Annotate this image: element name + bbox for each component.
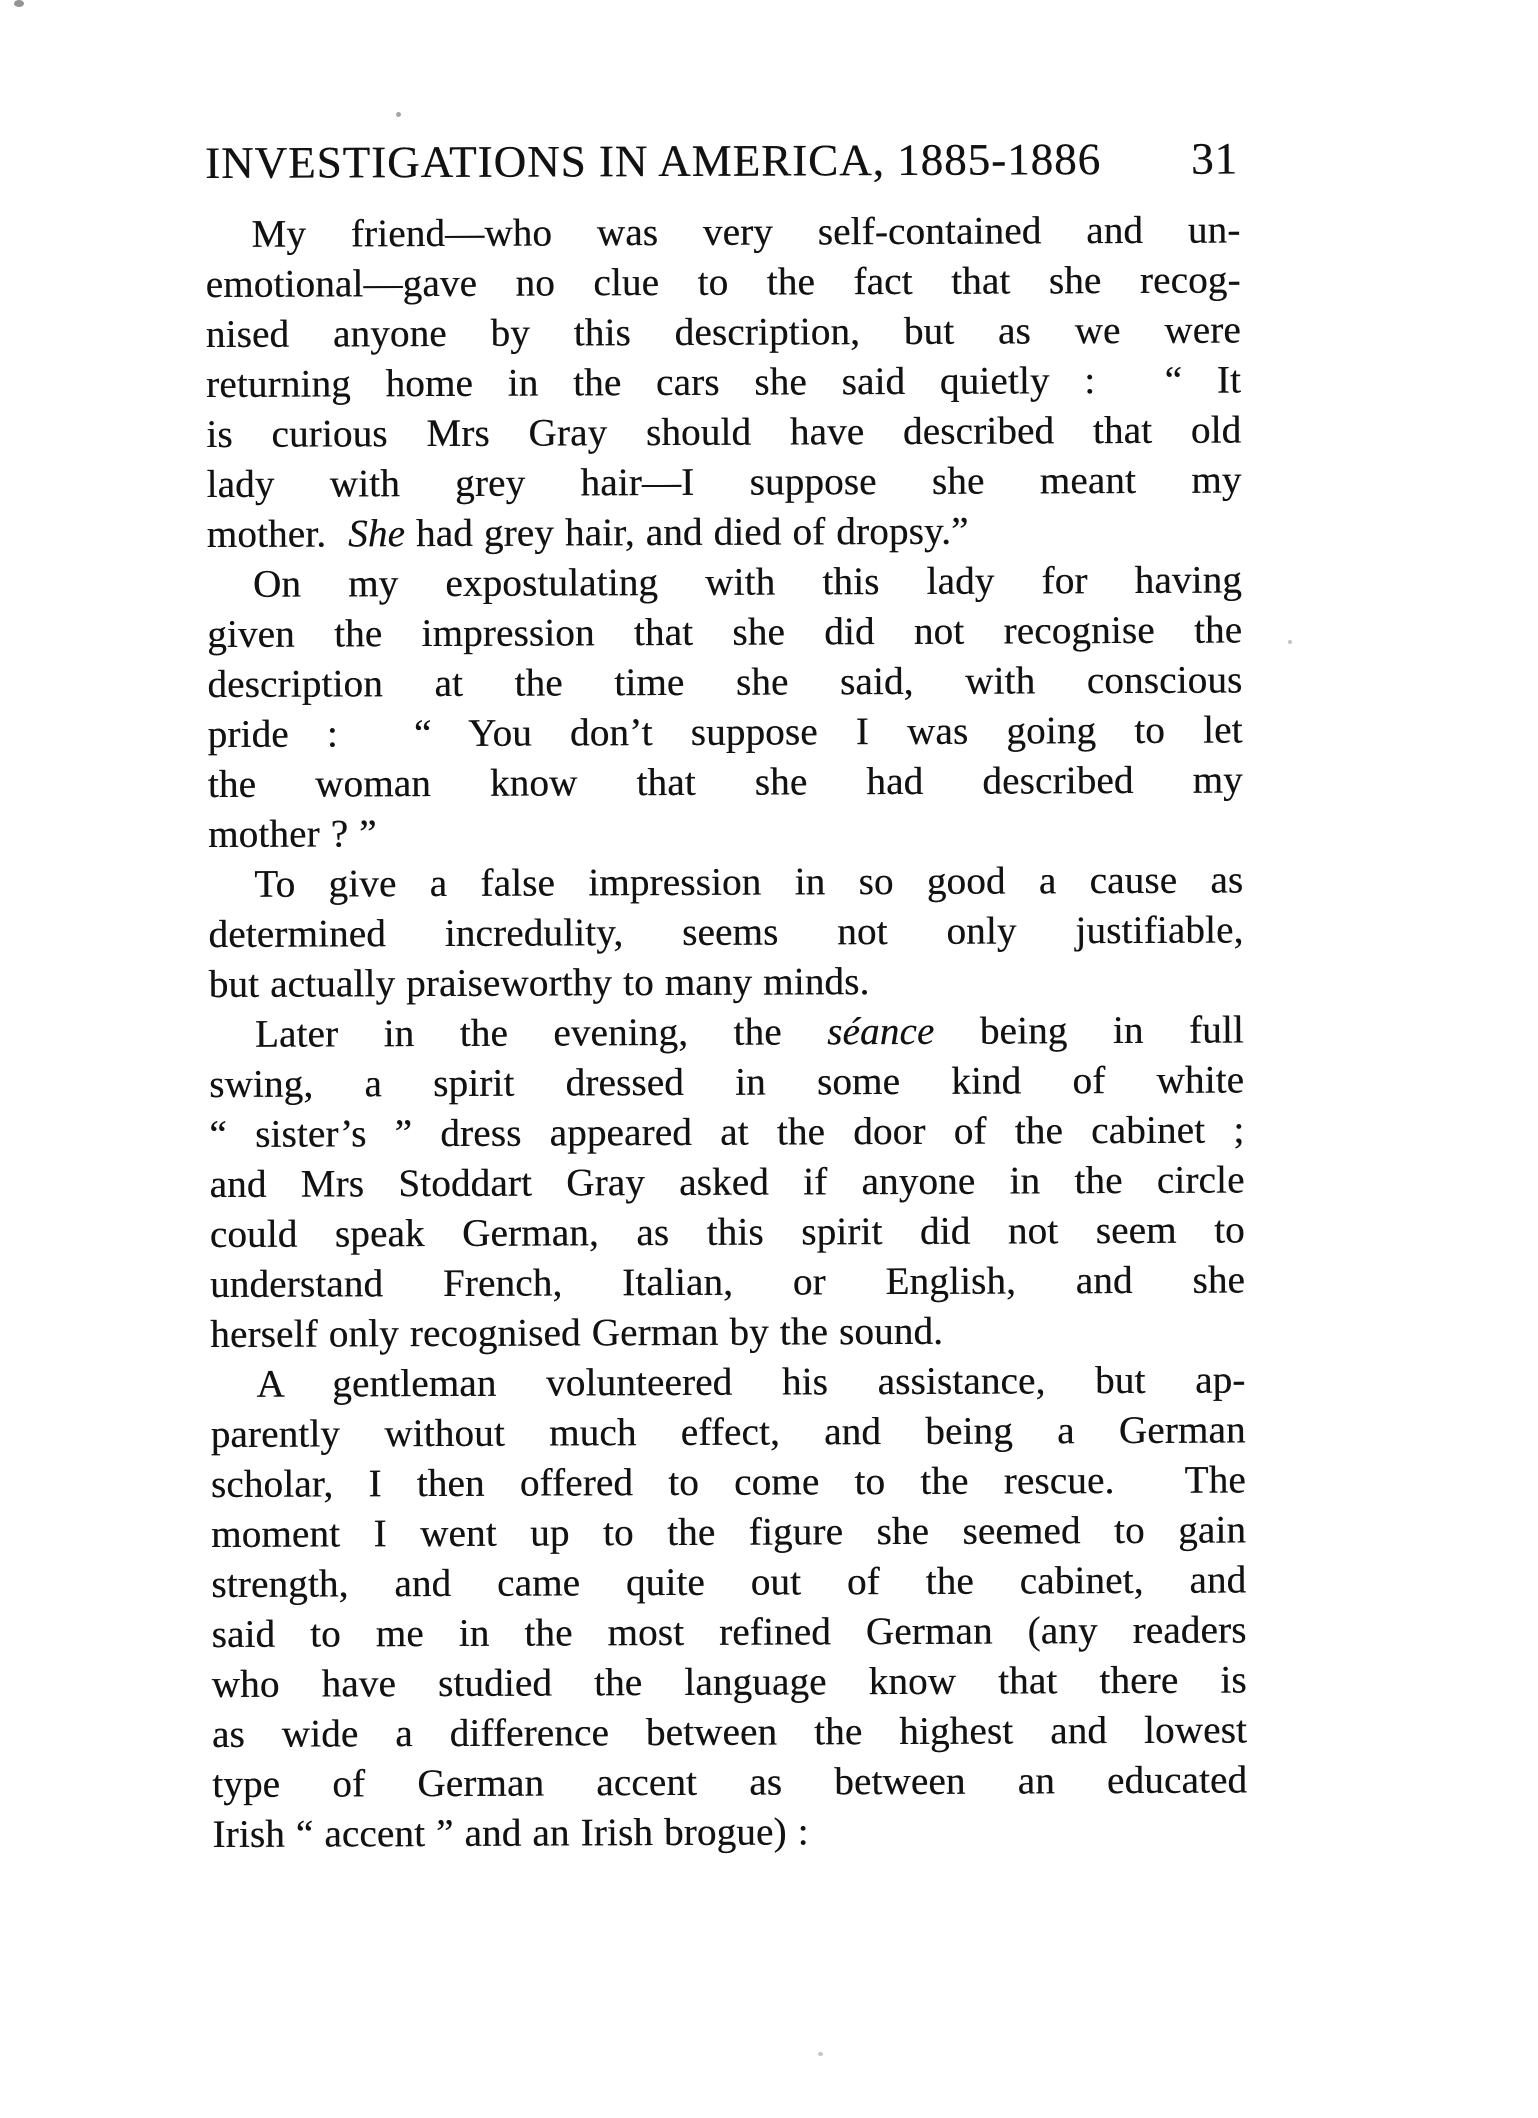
text-line: as wide a difference between the highest and lowest xyxy=(211,1708,1248,1756)
paragraph-5 xyxy=(210,1355,1247,1860)
text-line: swing, a spirit dressed in some kind of white xyxy=(209,1058,1245,1106)
text-line: A gentleman volunteered his assistance, but ap- xyxy=(256,1358,1246,1406)
page-body xyxy=(205,205,1247,1860)
scan-speck xyxy=(818,2052,823,2056)
text-column xyxy=(205,131,1248,1859)
text-line: pride : “ You don’t suppose I was going to let xyxy=(207,708,1243,756)
scan-speck xyxy=(1288,640,1292,644)
text-line: To give a false impression in so good a cause as xyxy=(254,858,1244,906)
scan-speck xyxy=(14,0,24,7)
text-segment: being in full xyxy=(934,1008,1244,1053)
text-line: could speak German, as this spirit did not seem to xyxy=(209,1208,1245,1256)
text-line: said to me in the most refined German (any readers xyxy=(211,1608,1247,1656)
text-line: “ sister’s ” dress appeared at the door of the cabinet ; xyxy=(209,1108,1245,1156)
text-line xyxy=(209,1005,1244,1060)
page-header xyxy=(205,131,1240,190)
text-line: but actually praiseworthy to many minds. xyxy=(208,960,870,1006)
text-line: who have studied the language know that there is xyxy=(211,1658,1247,1706)
text-line: given the impression that she did not recognise the xyxy=(207,608,1243,656)
paragraph-1 xyxy=(205,205,1242,560)
text-line: On my expostulating with this lady for having xyxy=(252,558,1243,606)
text-line: herself only recognised German by the sound. xyxy=(210,1309,944,1356)
paragraph-3 xyxy=(208,855,1244,1010)
text-segment: had grey hair, and died of dropsy.” xyxy=(404,509,969,556)
text-segment: mother. xyxy=(206,512,349,556)
paragraph-2 xyxy=(207,555,1243,860)
text-line: is curious Mrs Gray should have described that old xyxy=(206,408,1242,456)
text-line: emotional—gave no clue to the fact that she recog- xyxy=(205,258,1241,306)
scan-speck xyxy=(396,112,401,117)
text-line: type of German accent as between an educated xyxy=(212,1758,1248,1806)
text-line: My friend—who was very self-contained and un- xyxy=(251,208,1241,256)
text-line xyxy=(207,505,1242,560)
text-segment-italic: She xyxy=(348,512,406,556)
text-line: the woman know that she had described my xyxy=(207,758,1243,806)
text-segment: Later in the evening, the xyxy=(254,1010,828,1056)
text-line: mother ? ” xyxy=(207,812,377,856)
paragraph-4 xyxy=(209,1005,1246,1360)
text-line: scholar, I then offered to come to the rescue. The xyxy=(210,1458,1246,1506)
text-line: determined incredulity, seems not only justifiable, xyxy=(208,908,1244,956)
page-number: 31 xyxy=(1190,133,1239,184)
text-line: strength, and came quite out of the cabinet, and xyxy=(211,1558,1247,1606)
text-line: nised anyone by this description, but as we were xyxy=(205,308,1241,356)
text-line: Irish “ accent ” and an Irish brogue) : xyxy=(212,1810,809,1856)
text-line: and Mrs Stoddart Gray asked if anyone in the circle xyxy=(209,1158,1245,1206)
text-line: lady with grey hair—I suppose she meant my xyxy=(206,458,1242,506)
text-line: moment I went up to the figure she seemed to gain xyxy=(211,1508,1247,1556)
text-line: understand French, Italian, or English, and she xyxy=(209,1258,1246,1306)
text-line: description at the time she said, with conscious xyxy=(207,658,1243,706)
running-head-title: INVESTIGATIONS IN AMERICA, 1885-1886 xyxy=(205,134,1102,188)
text-line: parently without much effect, and being a German xyxy=(210,1408,1246,1456)
text-segment-italic: séance xyxy=(827,1009,935,1054)
text-line: returning home in the cars she said quietly : “ It xyxy=(205,358,1242,406)
